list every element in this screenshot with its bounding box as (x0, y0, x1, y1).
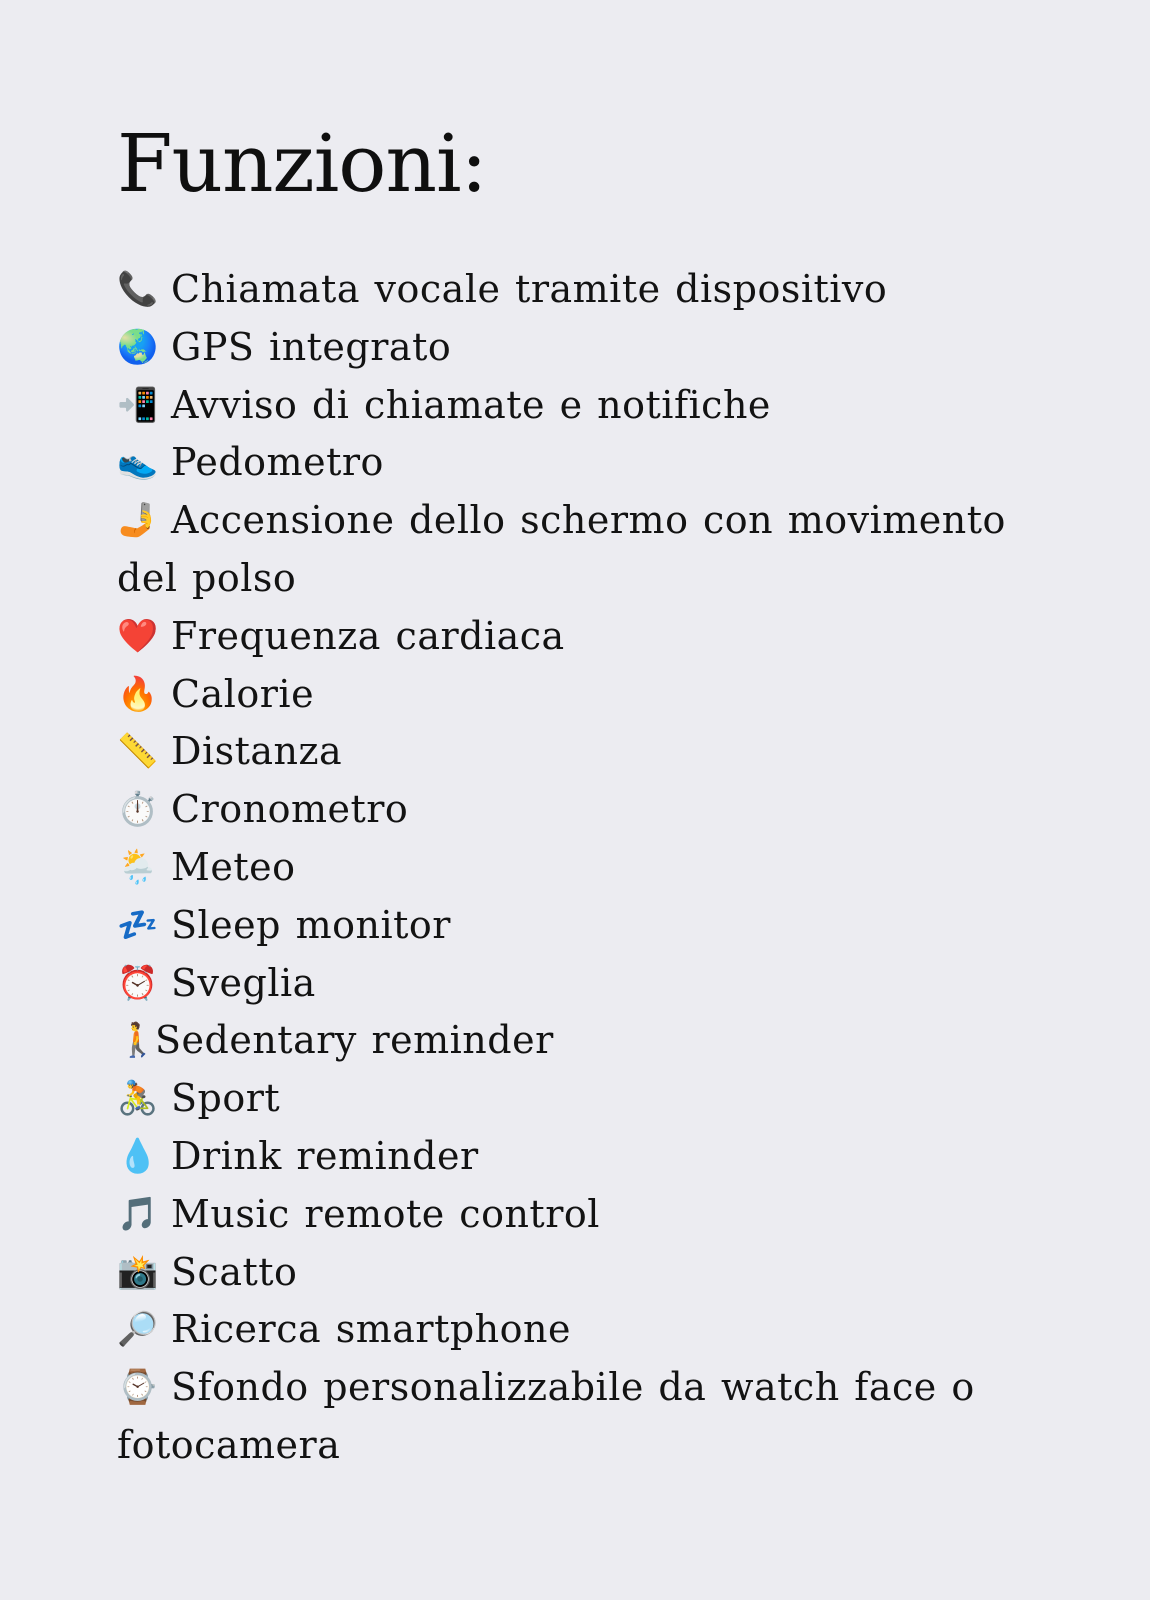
feature-text: GPS integrato (171, 324, 452, 369)
sun-behind-rain-cloud-icon: 🌦️ (117, 846, 159, 886)
feature-item (117, 955, 1047, 1013)
feature-text: Pedometro (171, 440, 384, 485)
alarm-clock-icon: ⏰ (117, 962, 159, 1002)
feature-item (117, 1186, 1047, 1244)
running-shoe-icon: 👟 (117, 442, 159, 482)
feature-text: Distanza (171, 729, 343, 774)
feature-item (117, 1012, 1047, 1070)
feature-item (117, 897, 1047, 955)
feature-item (117, 261, 1047, 319)
musical-note-icon: 🎵 (117, 1193, 159, 1233)
page-title: Funzioni: (117, 117, 487, 210)
feature-text: Chiamata vocale tramite dispositivo (171, 267, 888, 311)
feature-item (117, 319, 1047, 377)
feature-item (117, 492, 1047, 608)
red-heart-icon: ❤️ (117, 615, 159, 655)
feature-text: Scatto (171, 1249, 298, 1294)
feature-item (117, 434, 1047, 492)
fire-icon: 🔥 (117, 673, 159, 713)
feature-text: Accensione dello schermo con movimento del polso (117, 498, 1006, 600)
feature-item (117, 666, 1047, 724)
feature-item (117, 377, 1047, 435)
feature-text: Music remote control (171, 1191, 600, 1236)
mobile-phone-with-arrow-icon: 📲 (117, 384, 159, 424)
droplet-icon: 💧 (117, 1135, 159, 1175)
features-list (117, 261, 1047, 1475)
selfie-hand-icon: 🤳 (117, 500, 159, 540)
cyclist-icon: 🚴 (117, 1078, 159, 1118)
feature-item (117, 608, 1047, 666)
feature-item (117, 1301, 1047, 1359)
feature-text: Sedentary reminder (155, 1018, 554, 1063)
feature-text: Calorie (171, 671, 315, 716)
telephone-receiver-icon: 📞 (117, 269, 159, 308)
feature-text: Ricerca smartphone (171, 1307, 571, 1352)
feature-text: Sfondo personalizzabile da watch face o fotocamera (117, 1365, 975, 1467)
walking-person-icon: 🚶 (117, 1020, 159, 1060)
feature-text: Frequenza cardiaca (171, 613, 565, 658)
feature-text: Avviso di chiamate e notifiche (171, 382, 771, 427)
watch-icon: ⌚ (117, 1367, 159, 1407)
feature-item (117, 781, 1047, 839)
ruler-icon: 📏 (117, 731, 159, 771)
feature-item (117, 1128, 1047, 1186)
globe-icon: 🌏 (117, 326, 159, 366)
feature-item (117, 1244, 1047, 1302)
feature-text: Meteo (171, 844, 296, 889)
feature-text: Drink reminder (171, 1133, 479, 1178)
feature-text: Sport (171, 1076, 281, 1121)
feature-item (117, 1070, 1047, 1128)
feature-item (117, 1359, 1047, 1475)
feature-text: Cronometro (171, 787, 409, 832)
stopwatch-icon: ⏱️ (117, 789, 159, 829)
feature-text: Sleep monitor (171, 902, 451, 947)
feature-text: Sveglia (171, 960, 316, 1005)
zzz-icon: 💤 (117, 904, 159, 944)
camera-with-flash-icon: 📸 (117, 1251, 159, 1291)
feature-item (117, 839, 1047, 897)
magnifying-glass-icon: 🔎 (117, 1309, 159, 1349)
feature-item (117, 723, 1047, 781)
